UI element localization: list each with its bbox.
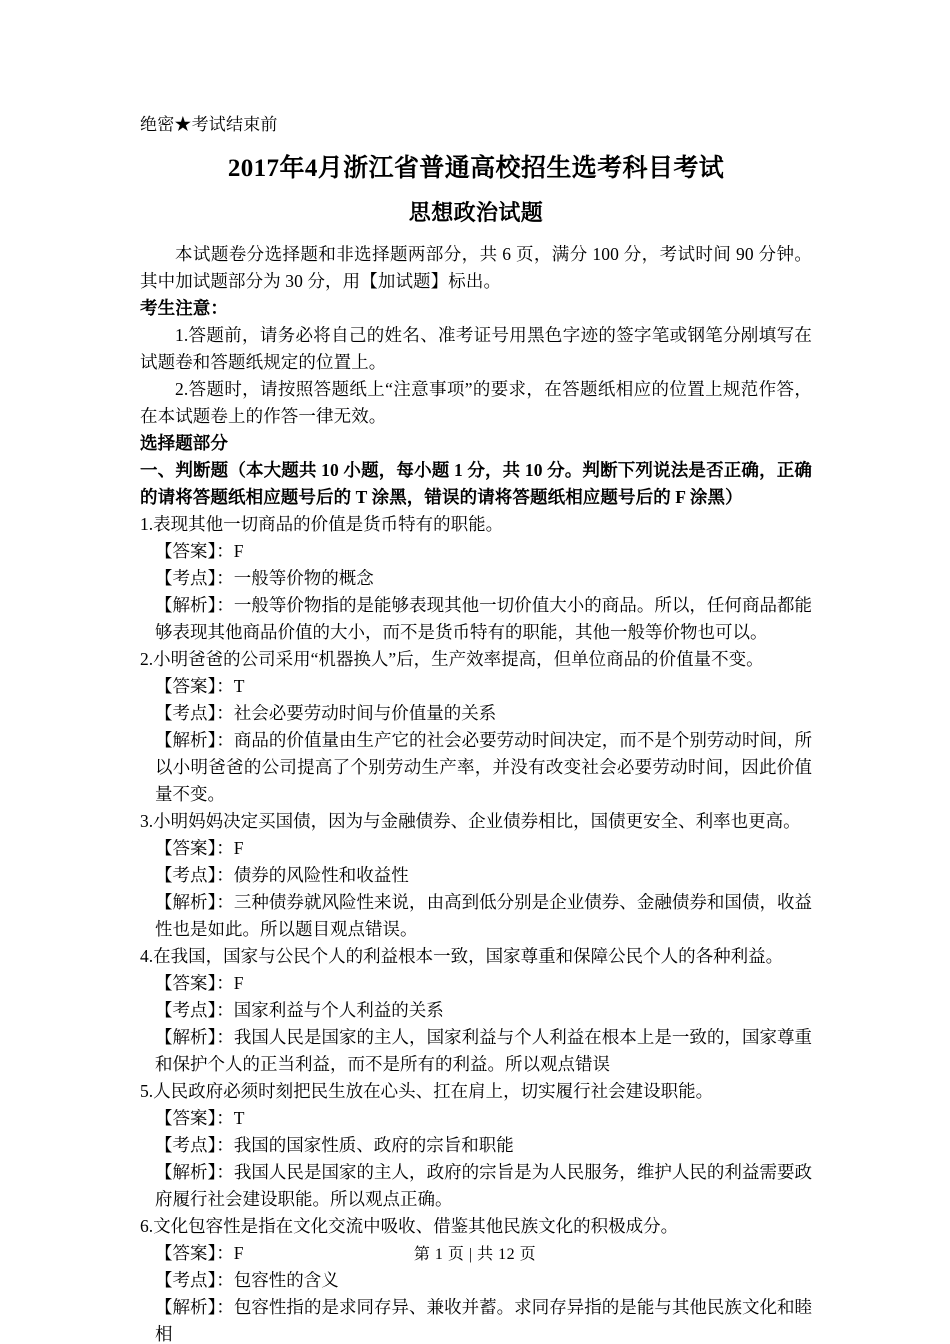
answer-value: F <box>233 1243 244 1263</box>
question-point <box>140 1132 812 1159</box>
page-subtitle: 思想政治试题 <box>408 200 544 225</box>
question-analysis <box>140 1024 812 1078</box>
answer-value: F <box>233 838 244 858</box>
question-stem: 3.小明妈妈决定买国债，因为与金融债券、企业债券相比，国债更安全、利率也更高。 <box>140 811 801 831</box>
question-answer <box>140 673 812 700</box>
page-title: 2017年4月浙江省普通高校招生选考科目考试 <box>227 155 725 182</box>
answer-label: 【答案】： <box>155 838 234 858</box>
question-answer <box>140 835 812 862</box>
section-label: 选择题部分 <box>140 433 228 453</box>
question-analysis <box>140 727 812 808</box>
analysis-value: 一般等价物指的是能够表现其他一切价值大小的商品。所以，任何商品都能够表现其他商品价值的大小，而不是货币特有的职能，其他一般等价物也可以。 <box>155 595 813 642</box>
point-label: 【考点】： <box>155 865 234 885</box>
section-one-heading: 一、判断题（本大题共 10 小题，每小题 1 分，共 10 分。判断下列说法是否正确，正确的请将答题纸相应题号后的 T 涂黑，错误的请将答题纸相应题号后的 F 涂黑） <box>140 460 812 507</box>
point-label: 【考点】： <box>155 1270 234 1290</box>
analysis-label: 【解析】： <box>155 1297 234 1317</box>
candidate-notice-item-1: 1.答题前，请务必将自己的姓名、准考证号用黑色字迹的签字笔或钢笔分剐填写在试题卷和答题纸规定的位置上。 <box>140 325 812 372</box>
answer-value: T <box>233 1108 245 1128</box>
question-answer <box>140 970 812 997</box>
point-label: 【考点】： <box>155 1135 234 1155</box>
analysis-label: 【解析】： <box>155 595 234 615</box>
point-value: 我国的国家性质、政府的宗旨和职能 <box>233 1135 514 1155</box>
question-stem: 1.表现其他一切商品的价值是货币特有的职能。 <box>140 514 504 534</box>
point-value: 一般等价物的概念 <box>233 568 374 588</box>
candidate-notice-heading: 考生注意： <box>140 298 228 318</box>
question-stem: 4.在我国，国家与公民个人的利益根本一致，国家尊重和保障公民个人的各种利益。 <box>140 946 784 966</box>
question-stem: 5.人民政府必须时刻把民生放在心头、扛在肩上，切实履行社会建设职能。 <box>140 1081 714 1101</box>
point-label: 【考点】： <box>155 568 234 588</box>
question-answer <box>140 1105 812 1132</box>
question-point <box>140 565 812 592</box>
analysis-value: 三种债券就风险性来说，由高到低分别是企业债券、金融债券和国债，收益性也是如此。所以题目观点错误。 <box>155 892 813 939</box>
analysis-label: 【解析】： <box>155 892 234 912</box>
page-footer: 第 1 页 | 共 12 页 <box>413 1246 537 1263</box>
point-value: 社会必要劳动时间与价值量的关系 <box>233 703 497 723</box>
analysis-value: 商品的价值量由生产它的社会必要劳动时间决定，而不是个别劳动时间，所以小明爸爸的公司提高了个别劳动生产率，并没有改变社会必要劳动时间，因此价值量不变。 <box>155 730 813 804</box>
analysis-label: 【解析】： <box>155 730 234 750</box>
question-point <box>140 997 812 1024</box>
answer-value: T <box>233 676 245 696</box>
question-stem: 2.小明爸爸的公司采用“机器换人”后，生产效率提高，但单位商品的价值量不变。 <box>140 649 764 669</box>
question-point <box>140 1267 812 1294</box>
question-analysis <box>140 592 812 646</box>
point-label: 【考点】： <box>155 703 234 723</box>
answer-label: 【答案】： <box>155 541 234 561</box>
question-point <box>140 700 812 727</box>
analysis-value: 我国人民是国家的主人，政府的宗旨是为人民服务，维护人民的利益需要政府履行社会建设职能。所以观点正确。 <box>155 1162 813 1209</box>
question-stem: 6.文化包容性是指在文化交流中吸收、借鉴其他民族文化的积极成分。 <box>140 1216 679 1236</box>
intro-paragraph: 本试题卷分选择题和非选择题两部分，共 6 页，满分 100 分，考试时间 90 分钟。其中加试题部分为 30 分，用【加试题】标出。 <box>140 244 812 291</box>
point-value: 包容性的含义 <box>233 1270 339 1290</box>
point-value: 债券的风险性和收益性 <box>233 865 409 885</box>
analysis-label: 【解析】： <box>155 1027 234 1047</box>
answer-label: 【答案】： <box>155 1108 234 1128</box>
question-analysis <box>140 1294 812 1344</box>
analysis-value: 包容性指的是求同存异、兼收并蓄。求同存异指的是能与其他民族文化和睦相 <box>155 1297 813 1344</box>
answer-label: 【答案】： <box>155 1243 234 1263</box>
candidate-notice-item-2: 2.答题时，请按照答题纸上“注意事项”的要求，在答题纸相应的位置上规范作答，在本试题卷上的作答一律无效。 <box>140 379 812 426</box>
answer-value: F <box>233 541 244 561</box>
answer-value: F <box>233 973 244 993</box>
secret-notice: 绝密★考试结束前 <box>140 115 278 134</box>
question-point <box>140 862 812 889</box>
question-analysis <box>140 1159 812 1213</box>
point-label: 【考点】： <box>155 1000 234 1020</box>
analysis-value: 我国人民是国家的主人，国家利益与个人利益在根本上是一致的，国家尊重和保护个人的正当利益，而不是所有的利益。所以观点错误 <box>155 1027 813 1074</box>
analysis-label: 【解析】： <box>155 1162 234 1182</box>
page-content <box>140 112 812 1344</box>
question-analysis <box>140 889 812 943</box>
answer-label: 【答案】： <box>155 676 234 696</box>
point-value: 国家利益与个人利益的关系 <box>233 1000 444 1020</box>
question-answer <box>140 538 812 565</box>
answer-label: 【答案】： <box>155 973 234 993</box>
